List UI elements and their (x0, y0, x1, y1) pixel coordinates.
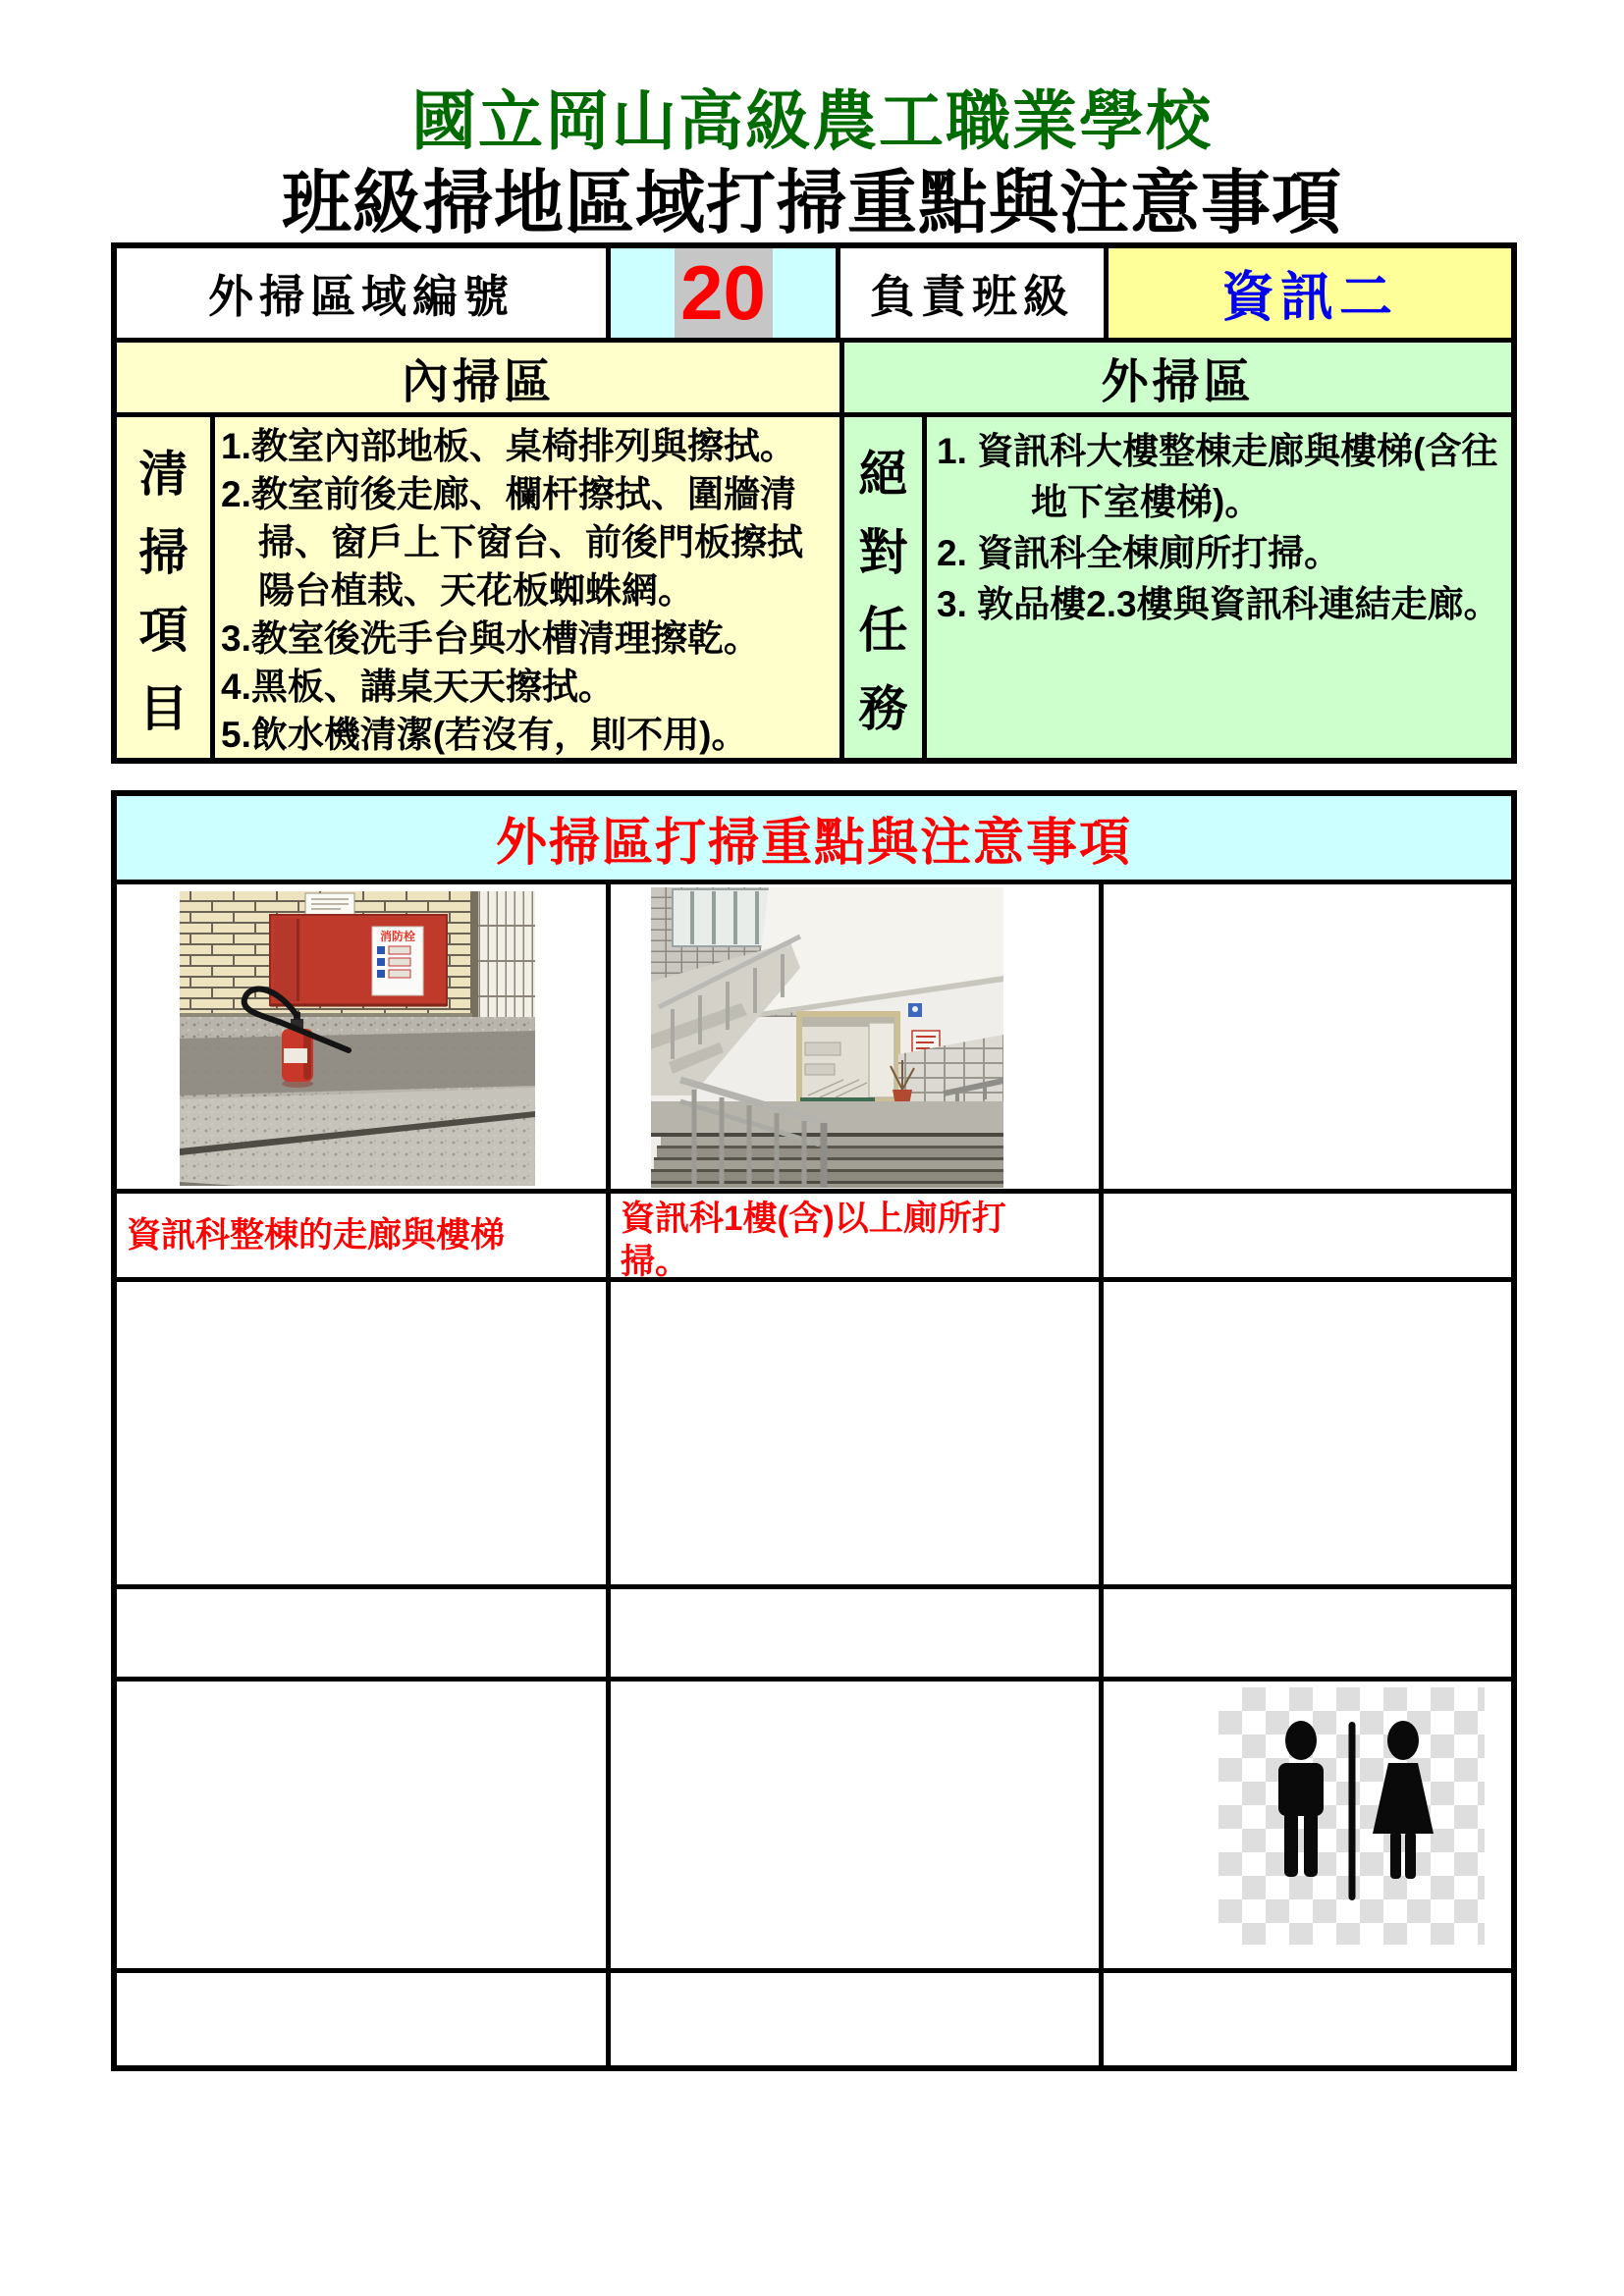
caption-cell-empty-1 (1104, 1194, 1511, 1282)
list-line: 地下室樓梯)。 (1031, 482, 1262, 522)
detail-table-header: 外掃區打掃重點與注意事項 (495, 815, 1132, 872)
inner-items-cell (215, 417, 844, 758)
photo-cell-empty-3 (611, 1282, 1104, 1589)
inner-area-header-cell (117, 343, 844, 417)
outer-side-vertical-text (844, 417, 922, 758)
restroom-doorway (796, 1011, 900, 1106)
caption-cell-empty-4 (1104, 1589, 1511, 1682)
outer-area-header: 外掃區 (1101, 356, 1255, 408)
photo-cell-empty-4 (1104, 1282, 1511, 1589)
list-line: 掃、窗戶上下窗台、前後門板擦拭 (258, 522, 803, 562)
class-value-cell (1109, 248, 1511, 343)
list-line: 1. 資訊科大樓整棟走廊與樓梯(含往 (937, 431, 1498, 471)
photo-cell-stairwell (611, 884, 1104, 1194)
outer-side-header-cell (844, 417, 927, 758)
photo-cell-empty-5 (117, 1682, 611, 1973)
inner-items-list (215, 417, 839, 758)
fire-hose-cabinet (270, 915, 447, 1007)
inner-side-header-cell (117, 417, 215, 758)
man-icon (1278, 1721, 1324, 1877)
detail-table (111, 790, 1517, 2071)
caption-line: 資訊科1樓(含)以上廁所打 (621, 1200, 1006, 1238)
photo-cell-restroom-icon (1104, 1682, 1511, 1973)
photo-cell-empty-6 (611, 1682, 1104, 1973)
list-line: 陽台植栽、天花板蜘蛛網。 (258, 570, 694, 611)
outer-side-char: 務 (858, 681, 908, 737)
list-line: 1.教室內部地板、桌椅排列與擦拭。 (221, 426, 796, 466)
area-code-label-cell (117, 248, 611, 343)
outer-area-header-cell (844, 343, 1511, 417)
outer-items-cell (927, 417, 1511, 758)
caption-cell-empty-2 (117, 1589, 611, 1682)
inner-side-vertical-text (117, 417, 210, 758)
photo-stairwell-restroom (651, 887, 1003, 1188)
list-line: 3.教室後洗手台與水槽清理擦乾。 (221, 618, 760, 659)
class-label: 負責班級 (870, 270, 1074, 322)
list-line: 5.飲水機清潔(若沒有，則不用)。 (221, 715, 748, 755)
caption-cell-empty-3 (611, 1589, 1104, 1682)
class-value: 資訊二 (1221, 268, 1398, 327)
area-code-label: 外掃區域編號 (208, 270, 514, 322)
photo-cell-empty-1 (1104, 884, 1511, 1194)
caption-line: 掃。 (621, 1243, 690, 1281)
woman-icon (1373, 1721, 1434, 1879)
outer-items-list (927, 417, 1511, 630)
inner-side-char: 項 (138, 603, 189, 659)
caption-cell-restroom (611, 1194, 1104, 1282)
document-title: 班級掃地區域打掃重點與注意事項 (281, 165, 1342, 242)
inner-side-char: 目 (138, 681, 189, 737)
caption-cell-empty-6 (611, 1973, 1104, 2065)
caption-cell-empty-5 (117, 1973, 611, 2065)
school-title: 國立岡山高級農工職業學校 (411, 84, 1213, 157)
restroom-icon (1244, 1714, 1460, 1918)
area-code-value: 20 (680, 249, 766, 336)
list-line: 3. 敦品樓2.3樓與資訊科連結走廊。 (937, 584, 1500, 624)
outer-side-char: 絕 (858, 446, 908, 502)
caption-cell-corridor (117, 1194, 611, 1282)
detail-table-header-cell (117, 796, 1511, 884)
caption-restroom (611, 1194, 1099, 1282)
info-table (111, 242, 1517, 764)
photo-cell-empty-2 (117, 1282, 611, 1589)
caption-cell-empty-7 (1104, 1973, 1511, 2065)
photo-fire-extinguisher-corridor (180, 891, 535, 1186)
inner-side-char: 清 (138, 446, 189, 502)
inner-area-header: 內掃區 (401, 356, 555, 408)
inner-side-char: 掃 (138, 524, 189, 580)
caption-corridor: 資訊科整棟的走廊與樓梯 (127, 1215, 506, 1255)
class-label-cell (840, 248, 1109, 343)
outer-side-char: 對 (858, 524, 908, 580)
transparency-checkerboard (1218, 1687, 1485, 1945)
photo-cell-corridor (117, 884, 611, 1194)
area-code-value-cell (611, 248, 840, 343)
list-line: 4.黑板、講桌天天擦拭。 (221, 667, 615, 707)
outer-side-char: 任 (858, 603, 908, 659)
list-line: 2.教室前後走廊、欄杆擦拭、圍牆清 (221, 474, 796, 514)
list-line: 2. 資訊科全棟廁所打掃。 (937, 533, 1341, 573)
cabinet-sign-text: 消防栓 (379, 930, 416, 943)
